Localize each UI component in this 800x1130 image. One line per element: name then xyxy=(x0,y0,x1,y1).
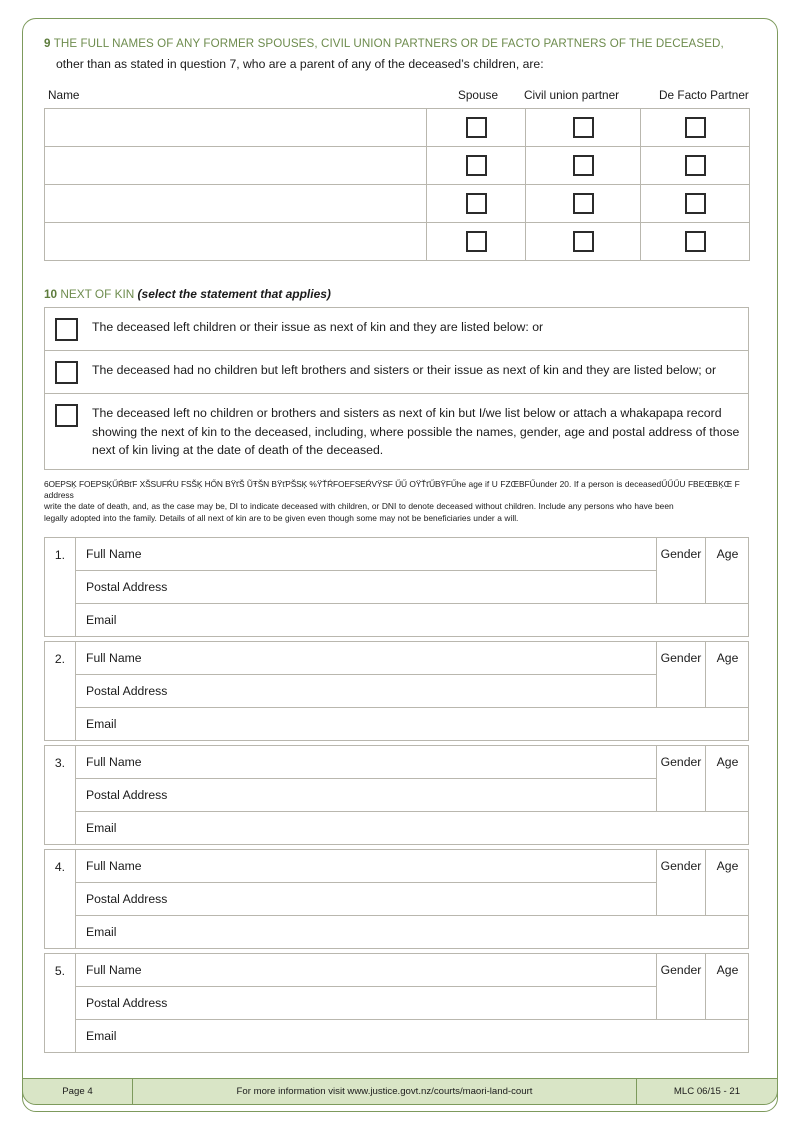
entry-5-postal-address-field[interactable]: Postal Address xyxy=(76,987,656,1020)
statement-option-2-label: The deceased had no children but left brothers and sisters or their issue as next of kin and they are listed below; or xyxy=(92,363,717,377)
next-of-kin-entry-2 xyxy=(44,641,749,741)
entry-4-index: 4. xyxy=(45,850,76,948)
column-header-civil-union-partner: Civil union partner xyxy=(524,88,620,102)
question-10-number: 10 xyxy=(44,287,58,301)
table-row xyxy=(45,223,750,261)
entry-2-postal-address-field[interactable]: Postal Address xyxy=(76,675,656,708)
de-facto-checkbox-cell[interactable] xyxy=(641,109,750,147)
next-of-kin-entry-4 xyxy=(44,849,749,949)
entry-3-postal-address-field[interactable]: Postal Address xyxy=(76,779,656,812)
de-facto-checkbox[interactable] xyxy=(685,193,706,214)
name-input-cell[interactable] xyxy=(45,147,427,185)
note-line-3: legally adopted into the family. Details of all next of kin are to be given even though some may not be beneficiaries under a will. xyxy=(44,512,519,523)
spouse-checkbox-cell[interactable] xyxy=(427,109,526,147)
entry-5-email-field[interactable]: Email xyxy=(86,1029,117,1044)
entry-5-full-name-field[interactable]: Full Name xyxy=(76,954,656,987)
statement-option-3-label: The deceased left no children or brothers and sisters as next of kin but I/we list below or attach a whakapapa record showing the next of kin to the deceased, including, where possible the names, gender, age and postal address of those next of kin living at the date of death of the deceased. xyxy=(92,406,740,457)
spouse-checkbox[interactable] xyxy=(466,193,487,214)
footer-form-code: MLC 06/15 - 21 xyxy=(673,1086,741,1097)
spouse-checkbox[interactable] xyxy=(466,231,487,252)
next-of-kin-entry-1 xyxy=(44,537,749,637)
former-partners-table-body xyxy=(45,109,750,261)
question-9-number: 9 xyxy=(44,37,51,50)
question-9-heading-text: THE FULL NAMES OF ANY FORMER SPOUSES, CIVIL UNION PARTNERS OR DE FACTO PARTNERS OF THE DECEASED, xyxy=(53,37,724,50)
question-9-column-headers xyxy=(44,88,756,106)
next-of-kin-entry-3 xyxy=(44,745,749,845)
de-facto-checkbox-cell[interactable] xyxy=(641,147,750,185)
question-9-section xyxy=(44,36,756,261)
entry-5-index: 5. xyxy=(45,954,76,1052)
de-facto-checkbox[interactable] xyxy=(685,155,706,176)
page-content xyxy=(44,36,756,1057)
statement-option-3[interactable] xyxy=(45,394,748,469)
entry-1-index: 1. xyxy=(45,538,76,636)
column-header-de-facto-partner: De Facto Partner xyxy=(659,88,749,102)
name-input-cell[interactable] xyxy=(45,223,427,261)
question-10-heading xyxy=(44,287,756,301)
entry-2-email-field[interactable]: Email xyxy=(86,717,117,732)
de-facto-checkbox-cell[interactable] xyxy=(641,223,750,261)
question-10-heading-italic: (select the statement that applies) xyxy=(137,287,331,301)
entry-4-gender-field[interactable]: Gender xyxy=(656,850,705,916)
question-9-subheading: other than as stated in question 7, who are a parent of any of the deceased’s children, are: xyxy=(56,57,544,71)
note-line-1-garbled: 6OEPSĶ FOEPSĶŰŔBťF XŠSUFŔU FSŠĶ HŐN BŸťŠ ŨŦŠN BŸťPŠSĶ %ŸŤŔFOEFSEŔVŸSF ŰŰ OŸŤťŰBŸFŰ xyxy=(44,478,457,489)
name-input-cell[interactable] xyxy=(45,109,427,147)
civil-union-checkbox-cell[interactable] xyxy=(526,185,641,223)
spouse-checkbox[interactable] xyxy=(466,117,487,138)
entry-2-full-name-field[interactable]: Full Name xyxy=(76,642,656,675)
question-9-heading xyxy=(44,36,756,51)
footer-info-text: For more information visit www.justice.govt.nz/courts/maori-land-court xyxy=(133,1079,637,1104)
note-line-2: write the date of death, and, as the case may be, DI to indicate deceased with children, or DNI to denote deceased without children. Include any persons who have been xyxy=(44,501,674,512)
table-row xyxy=(45,185,750,223)
statement-option-1[interactable] xyxy=(45,308,748,351)
name-input-cell[interactable] xyxy=(45,185,427,223)
civil-union-checkbox[interactable] xyxy=(573,231,594,252)
entry-3-index: 3. xyxy=(45,746,76,844)
spouse-checkbox-cell[interactable] xyxy=(427,223,526,261)
entry-4-full-name-field[interactable]: Full Name xyxy=(76,850,656,883)
entry-3-age-field[interactable]: Age xyxy=(705,746,749,812)
entry-2-age-field[interactable]: Age xyxy=(705,642,749,708)
entry-1-age-field[interactable]: Age xyxy=(705,538,749,604)
entry-3-full-name-field[interactable]: Full Name xyxy=(76,746,656,779)
statement-option-2-checkbox[interactable] xyxy=(55,361,78,384)
entry-1-postal-address-field[interactable]: Postal Address xyxy=(76,571,656,604)
question-10-heading-text: NEXT OF KIN xyxy=(60,287,135,301)
page-footer xyxy=(22,1078,778,1105)
spouse-checkbox-cell[interactable] xyxy=(427,147,526,185)
table-row xyxy=(45,109,750,147)
civil-union-checkbox[interactable] xyxy=(573,155,594,176)
civil-union-checkbox[interactable] xyxy=(573,193,594,214)
entry-4-postal-address-field[interactable]: Postal Address xyxy=(76,883,656,916)
entry-5-age-field[interactable]: Age xyxy=(705,954,749,1020)
entry-4-age-field[interactable]: Age xyxy=(705,850,749,916)
entry-1-full-name-field[interactable]: Full Name xyxy=(76,538,656,571)
next-of-kin-entries xyxy=(44,537,756,1053)
civil-union-checkbox[interactable] xyxy=(573,117,594,138)
spouse-checkbox[interactable] xyxy=(466,155,487,176)
footer-page-number: Page 4 xyxy=(23,1079,133,1104)
former-partners-table xyxy=(44,108,750,261)
entry-1-email-field[interactable]: Email xyxy=(86,613,117,628)
statement-option-1-checkbox[interactable] xyxy=(55,318,78,341)
civil-union-checkbox-cell[interactable] xyxy=(526,147,641,185)
de-facto-checkbox[interactable] xyxy=(685,117,706,138)
table-row xyxy=(45,147,750,185)
question-10-section xyxy=(44,287,756,524)
civil-union-checkbox-cell[interactable] xyxy=(526,109,641,147)
entry-5-gender-field[interactable]: Gender xyxy=(656,954,705,1020)
column-header-name: Name xyxy=(48,88,80,102)
entry-1-gender-field[interactable]: Gender xyxy=(656,538,705,604)
next-of-kin-entry-5 xyxy=(44,953,749,1053)
entry-3-email-field[interactable]: Email xyxy=(86,821,117,836)
entry-4-email-field[interactable]: Email xyxy=(86,925,117,940)
statement-option-3-checkbox[interactable] xyxy=(55,404,78,427)
note-line-1-tail: he age if U FZŒBFŰunder 20. If a person is deceasedŰŰŰU FBEŒBĶŒ F address xyxy=(44,478,740,500)
de-facto-checkbox[interactable] xyxy=(685,231,706,252)
civil-union-checkbox-cell[interactable] xyxy=(526,223,641,261)
next-of-kin-statement-options xyxy=(44,307,749,470)
statement-option-2[interactable] xyxy=(45,351,748,394)
de-facto-checkbox-cell[interactable] xyxy=(641,185,750,223)
entry-2-gender-field[interactable]: Gender xyxy=(656,642,705,708)
next-of-kin-instructions-note xyxy=(44,479,756,525)
statement-option-1-label: The deceased left children or their issue as next of kin and they are listed below: or xyxy=(92,320,544,334)
entry-2-index: 2. xyxy=(45,642,76,740)
column-header-spouse: Spouse xyxy=(458,88,499,102)
entry-3-gender-field[interactable]: Gender xyxy=(656,746,705,812)
spouse-checkbox-cell[interactable] xyxy=(427,185,526,223)
